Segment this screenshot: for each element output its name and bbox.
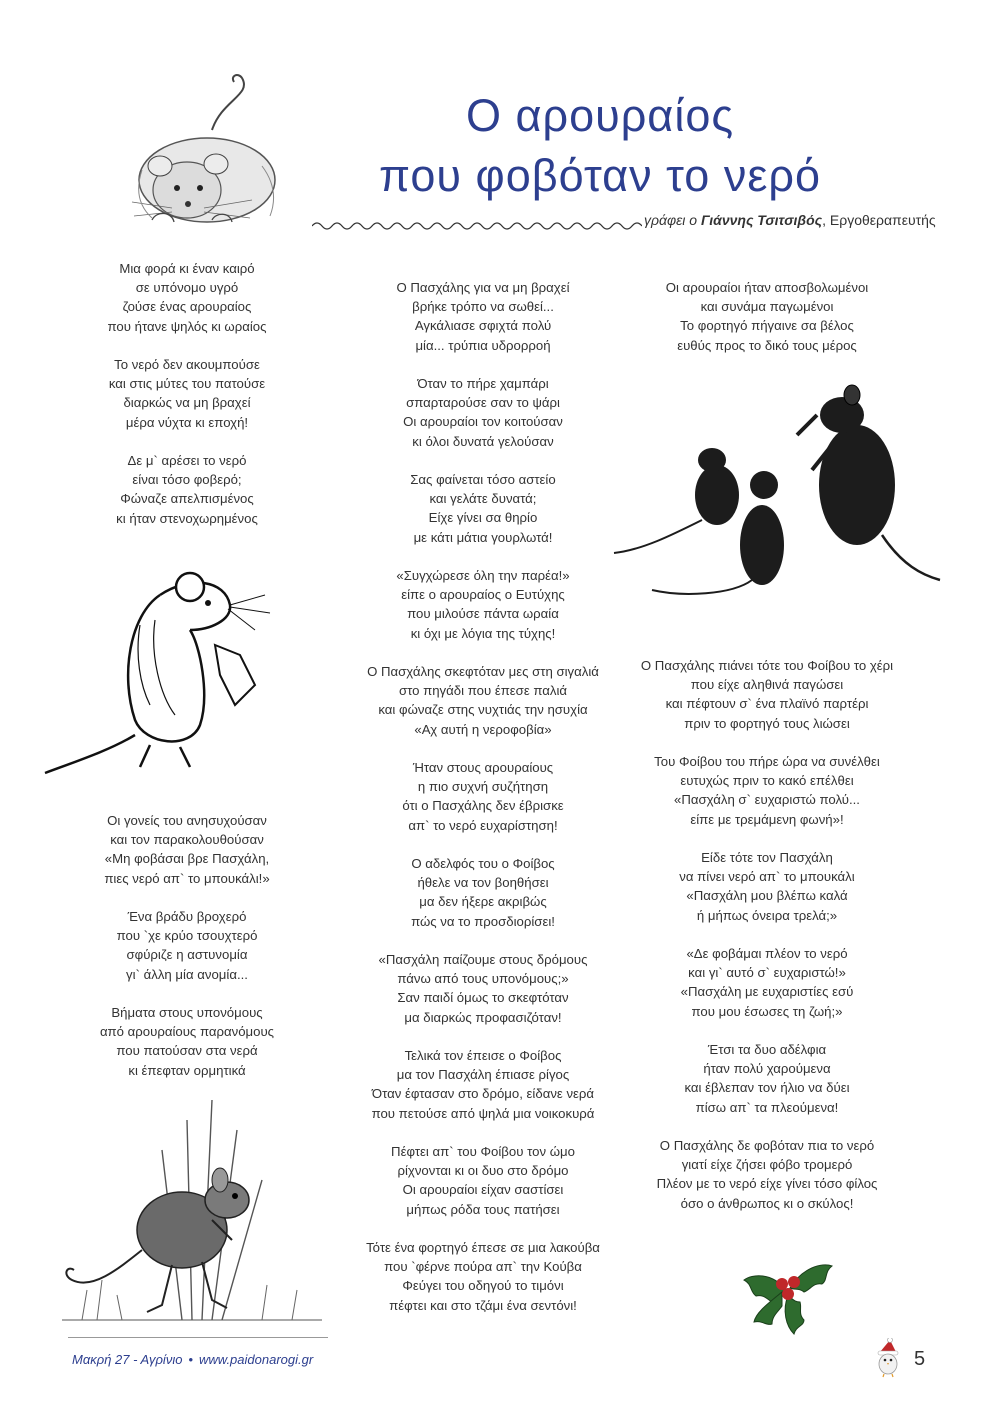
stanza bbox=[348, 1238, 618, 1315]
poem-line: ευθύς προς το δικό τους μέρος bbox=[677, 337, 857, 353]
poem-line: «Πασχάλη μου βλέπω καλά bbox=[686, 888, 848, 904]
byline-prefix: γράφει ο bbox=[644, 212, 701, 228]
wavy-divider bbox=[312, 214, 642, 234]
poem-line: Σας φαίνεται τόσο αστείο bbox=[410, 472, 556, 487]
poem-line: Ο Πασχάλης δε φοβόταν πια το νερό bbox=[659, 1138, 875, 1153]
poem-line: «Αχ αυτή η νεροφοβία» bbox=[414, 721, 552, 737]
poem-line: Έτσι τα δυο αδέλφια bbox=[707, 1042, 827, 1057]
poem-line: ζούσε ένας αρουραίος bbox=[122, 299, 252, 315]
poem-line: κι ήταν στενοχωρημένος bbox=[116, 510, 258, 526]
stanza bbox=[348, 854, 618, 931]
poem-line: μα διαρκώς προφασιζόταν! bbox=[404, 1009, 562, 1025]
poem-line: Όταν το πήρε χαμπάρι bbox=[417, 376, 549, 391]
poem-line: Ήταν στους αρουραίους bbox=[412, 760, 554, 775]
stanza bbox=[632, 752, 902, 829]
poem-line: Οι αρουραίοι είχαν σαστίσει bbox=[402, 1182, 564, 1198]
poem-line: είπε με τρεμάμενη φωνή»! bbox=[690, 811, 844, 827]
poem-line: Όταν έφτασαν στο δρόμο, είδανε νερά bbox=[371, 1086, 595, 1102]
poem-line: που είχε αληθινά παγώσει bbox=[690, 677, 844, 693]
poem-line: από αρουραίους παρανόμους bbox=[99, 1024, 275, 1040]
jerboa-grass-illustration bbox=[62, 1090, 322, 1330]
footer-website-link[interactable]: www.paidonarogi.gr bbox=[199, 1352, 314, 1367]
poem-line: πίσω απ` τα πλεούμενα! bbox=[695, 1099, 839, 1115]
poem-line: Ο Πασχάλης πιάνει τότε του Φοίβου το χέρι bbox=[640, 658, 894, 673]
poem-line: και τον παρακολουθούσαν bbox=[110, 832, 264, 848]
poem-line: σφύριζε η αστυνομία bbox=[126, 947, 248, 963]
author-role: , Εργοθεραπευτής bbox=[822, 212, 936, 228]
footer bbox=[72, 1352, 313, 1367]
stanza bbox=[348, 758, 618, 835]
poem-line: Δε μ` αρέσει το νερό bbox=[127, 453, 247, 468]
poem-line: ήθελε να τον βοηθήσει bbox=[417, 875, 549, 891]
poem-line: γιατί είχε ζήσει φόβο τρομερό bbox=[681, 1157, 853, 1173]
poem-line: κι όχι με λόγια της τύχης! bbox=[410, 625, 556, 641]
poem-line: «Πασχάλη παίζουμε στους δρόμους bbox=[378, 952, 588, 967]
poem-line: είναι τόσο φοβερό; bbox=[132, 472, 242, 488]
poem-line: πριν το φορτηγό τους λιώσει bbox=[684, 715, 850, 731]
poem-line: Ένα βράδυ βροχερό bbox=[127, 909, 247, 924]
poem-line: σε υπόνομο υγρό bbox=[135, 280, 239, 296]
article-title bbox=[330, 86, 870, 206]
stanza bbox=[348, 470, 618, 547]
rat-sketch-illustration-top bbox=[112, 70, 302, 230]
poem-line: Αγκάλιασε σφιχτά πολύ bbox=[414, 318, 552, 334]
poem-line: ευτυχώς πριν το κακό επέλθει bbox=[680, 773, 854, 789]
poem-line: Του Φοίβου του πήρε ώρα να συνέλθει bbox=[654, 754, 880, 769]
title-line-2: που φοβόταν το νερό bbox=[378, 150, 822, 201]
poem-line: μέρα νύχτα κι εποχή! bbox=[125, 414, 249, 430]
poem-line: πώς να το προσδιορίσει! bbox=[411, 913, 555, 929]
poem-line: κι όλοι δυνατά γελούσαν bbox=[412, 433, 554, 449]
poem-line: με κάτι μάτια γουρλωτά! bbox=[413, 529, 553, 545]
poem-line: Ο Πασχάλης για να μη βραχεί bbox=[396, 280, 570, 295]
poem-line: και φώναζε στης νυχτιάς την ησυχία bbox=[378, 702, 588, 718]
poem-line: Το φορτηγό πήγαινε σα βέλος bbox=[680, 318, 854, 334]
poem-line: απ` το νερό ευχαρίστηση! bbox=[408, 817, 558, 833]
poem-line: πάνω από τους υπονόμους;» bbox=[397, 971, 569, 987]
stanza bbox=[632, 944, 902, 1021]
stanza bbox=[632, 848, 902, 925]
stanza bbox=[632, 1136, 902, 1213]
poem-line: πέφτει και στο τζάμι ένα σεντόνι! bbox=[389, 1297, 577, 1313]
poem-line: γι` άλλη μία ανομία... bbox=[126, 966, 248, 982]
stanza bbox=[62, 451, 312, 528]
poem-line: Ο Πασχάλης σκεφτόταν μες στη σιγαλιά bbox=[367, 664, 599, 679]
stanza bbox=[62, 907, 312, 984]
standing-mouse-illustration bbox=[40, 535, 280, 780]
poem-line: μα δεν ήξερε ακριβώς bbox=[419, 894, 547, 910]
poem-line: «Δε φοβάμαι πλέον το νερό bbox=[686, 946, 848, 961]
poem-line: Μια φορά κι έναν καιρό bbox=[119, 261, 255, 276]
poem-line: είπε ο αρουραίος ο Ευτύχης bbox=[401, 587, 565, 603]
poem-line: που πετούσε από ψηλά μια νοικοκυρά bbox=[371, 1105, 595, 1121]
stanza bbox=[348, 950, 618, 1027]
poem-line: η πιο συχνή συζήτηση bbox=[417, 779, 549, 795]
poem-line: Ο αδελφός του ο Φοίβος bbox=[411, 856, 555, 871]
poem-line: Φεύγει του οδηγού το τιμόνι bbox=[402, 1278, 564, 1294]
poem-line: ή μήπως όνειρα τρελά;» bbox=[696, 907, 838, 923]
poem-column-3-top bbox=[632, 278, 902, 374]
stanza bbox=[348, 1142, 618, 1219]
author-name: Γιάννης Τσιτσιβός bbox=[700, 212, 823, 228]
poem-column-1-bottom bbox=[62, 811, 312, 1099]
poem-line: Οι αρουραίοι τον κοιτούσαν bbox=[403, 414, 563, 430]
poem-line: που πατούσαν στα νερά bbox=[116, 1043, 258, 1059]
poem-line: και συνάμα παγωμένοι bbox=[700, 299, 834, 315]
poem-line: μία... τρύπια υδρορροή bbox=[415, 337, 551, 353]
stanza bbox=[348, 1046, 618, 1123]
stanza bbox=[348, 278, 618, 355]
poem-line: πιες νερό απ` το μπουκάλι!» bbox=[104, 870, 270, 886]
stanza bbox=[62, 259, 312, 336]
poem-line: διαρκώς να μη βραχεί bbox=[123, 395, 251, 411]
poem-line: στο πηγάδι που έπεσε παλιά bbox=[398, 683, 568, 699]
stanza bbox=[62, 1003, 312, 1080]
footer-address: Μακρή 27 - Αγρίνιο bbox=[72, 1352, 183, 1367]
poem-column-3-bottom bbox=[632, 656, 902, 1232]
poem-line: «Πασχάλη με ευχαριστίες εσύ bbox=[680, 984, 854, 1000]
poem-line: και στις μύτες του πατούσε bbox=[108, 376, 266, 392]
poem-line: Βήματα στους υπονόμους bbox=[111, 1005, 263, 1020]
footer-divider bbox=[68, 1337, 328, 1338]
byline bbox=[644, 212, 936, 228]
poem-line: Τελικά τον έπεισε ο Φοίβος bbox=[404, 1048, 562, 1063]
poem-line: Τότε ένα φορτηγό έπεσε σε μια λακούβα bbox=[366, 1240, 600, 1255]
stanza bbox=[632, 1040, 902, 1117]
poem-line: Πέφτει απ` του Φοίβου τον ώμο bbox=[391, 1144, 575, 1159]
poem-line: Σαν παιδί όμως το σκεφτόταν bbox=[397, 990, 569, 1006]
poem-line: σπαρταρούσε σαν το ψάρι bbox=[406, 395, 560, 411]
poem-line: «Συγχώρεσε όλη την παρέα!» bbox=[396, 568, 570, 583]
poem-line: και γελάτε δυνατά; bbox=[429, 491, 537, 507]
poem-line: ρίχνονται κι οι δυο στο δρόμο bbox=[397, 1163, 569, 1179]
poem-line: όσο ο άνθρωπος κι ο σκύλος! bbox=[680, 1195, 854, 1211]
stanza bbox=[348, 566, 618, 643]
poem-line: «Μη φοβάσαι βρε Πασχάλη, bbox=[104, 851, 270, 867]
stanza bbox=[348, 662, 618, 739]
stanza bbox=[62, 811, 312, 888]
stanza bbox=[632, 656, 902, 733]
poem-line: να πίνει νερό απ` το μπουκάλι bbox=[679, 869, 855, 885]
poem-line: βρήκε τρόπο να σωθεί... bbox=[412, 299, 554, 315]
poem-line: κι έπεφταν ορμητικά bbox=[128, 1062, 246, 1078]
poem-line: που `χε κρύο τσουχτερό bbox=[116, 928, 258, 944]
poem-line: «Πασχάλη σ` ευχαριστώ πολύ... bbox=[674, 792, 860, 808]
poem-column-1-top bbox=[62, 259, 312, 547]
poem-line: μήπως ρόδα τους πατήσει bbox=[406, 1201, 560, 1217]
poem-line: που μιλούσε πάντα ωραία bbox=[407, 606, 559, 622]
holly-icon bbox=[742, 1250, 834, 1335]
stanza bbox=[348, 374, 618, 451]
poem-line: Φώναζε απελπισμένος bbox=[120, 491, 254, 507]
poem-line: Είχε γίνει σα θηρίο bbox=[428, 510, 538, 526]
poem-line: Οι αρουραίοι ήταν αποσβολωμένοι bbox=[665, 280, 869, 295]
page-number: 5 bbox=[914, 1348, 926, 1370]
poem-line: μα τον Πασχάλη έπιασε ρίγος bbox=[396, 1067, 570, 1083]
poem-line: ότι ο Πασχάλης δεν έβρισκε bbox=[402, 798, 564, 814]
poem-line: που ήτανε ψηλός κι ωραίος bbox=[107, 318, 267, 334]
stanza bbox=[632, 278, 902, 355]
poem-line: Το νερό δεν ακουμπούσε bbox=[114, 357, 260, 372]
poem-line: και έβλεπαν τον ήλιο να δύει bbox=[684, 1080, 850, 1096]
poem-line: και πέφτουν σ` ένα πλαϊνό παρτέρι bbox=[665, 696, 869, 712]
poem-line: που `φέρνε πούρα απ` την Κούβα bbox=[384, 1259, 582, 1275]
stanza bbox=[62, 355, 312, 432]
poem-line: Οι γονείς του ανησυχούσαν bbox=[107, 813, 267, 828]
poem-line: ήταν πολύ χαρούμενα bbox=[703, 1061, 831, 1077]
footer-separator: • bbox=[188, 1352, 193, 1367]
poem-column-2 bbox=[348, 278, 618, 1334]
three-rats-illustration bbox=[612, 375, 942, 600]
poem-line: Πλέον με το νερό είχε γίνει τόσο φίλος bbox=[656, 1176, 878, 1192]
poem-line: που μου έσωσες τη ζωή;» bbox=[691, 1003, 843, 1019]
poem-line: Είδε τότε τον Πασχάλη bbox=[701, 850, 833, 865]
poem-line: και γι` αυτό σ` ευχαριστώ!» bbox=[688, 965, 846, 981]
title-line-1: Ο αρουραίος bbox=[465, 90, 735, 141]
santa-bird-mascot-icon bbox=[872, 1338, 904, 1378]
